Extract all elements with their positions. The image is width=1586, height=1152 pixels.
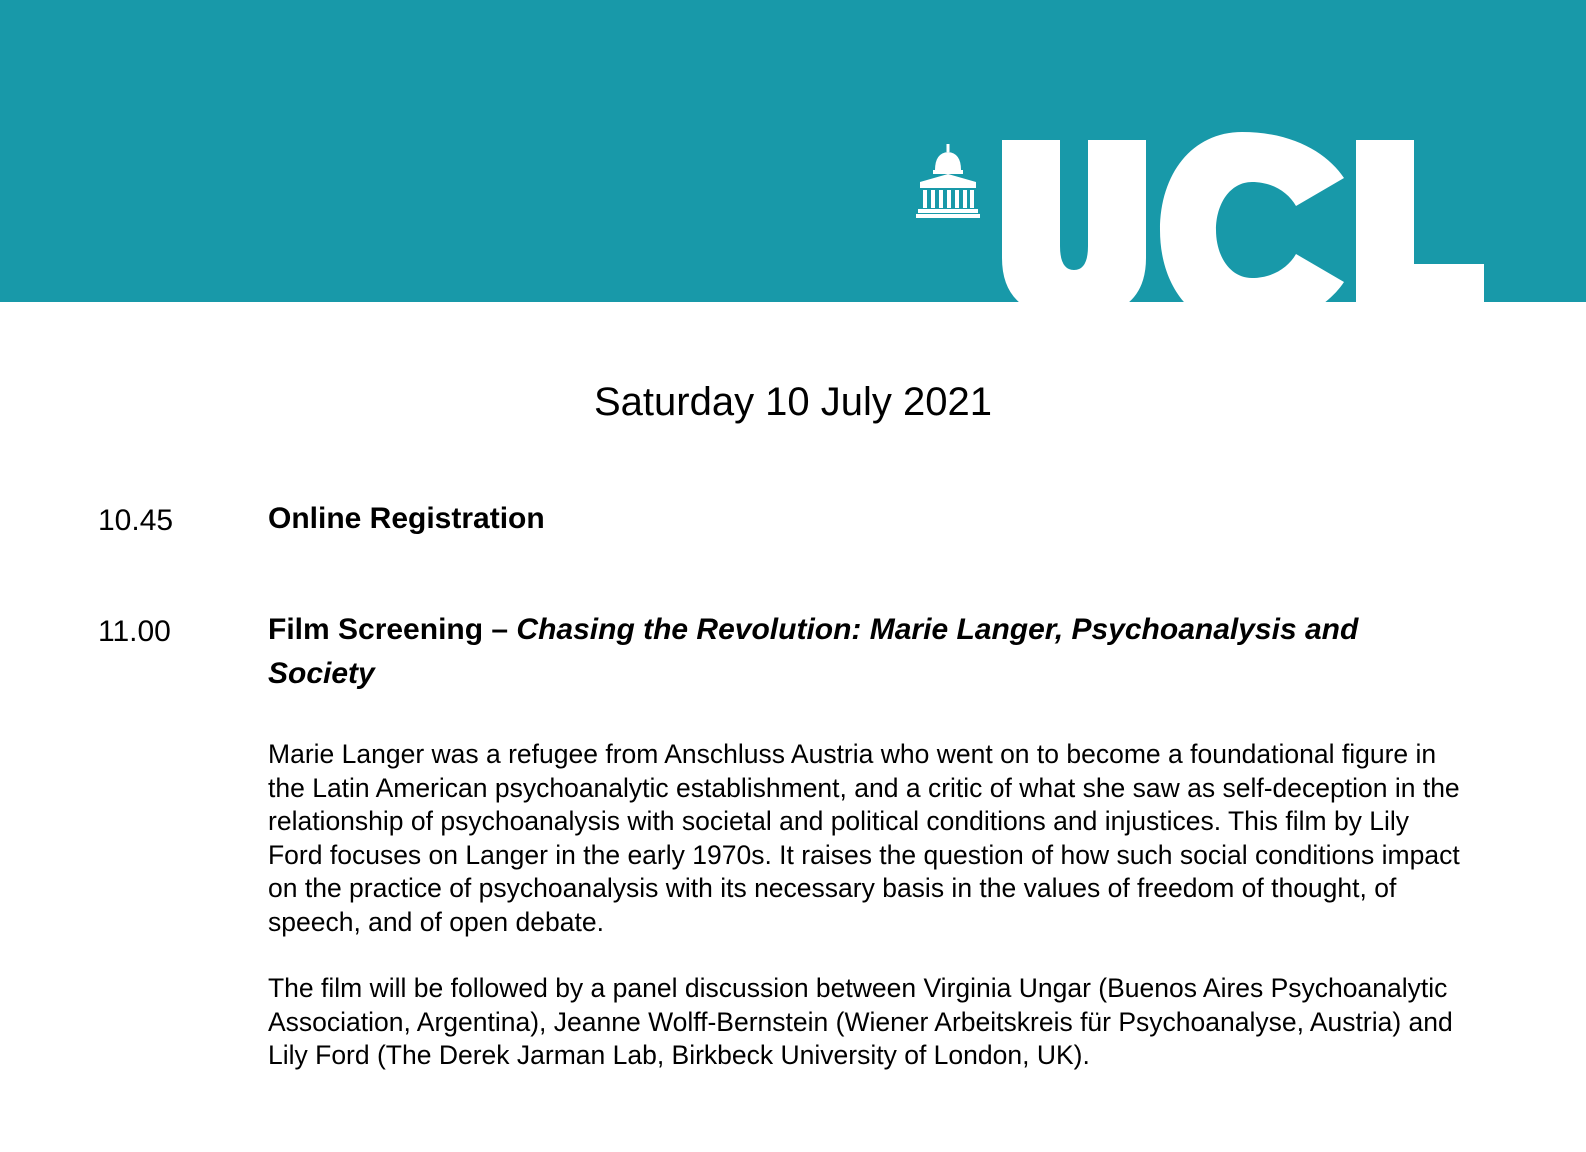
logo-text: [0, 0, 1, 1]
schedule-title: Online Registration: [268, 502, 545, 535]
ucl-logo: [992, 118, 1502, 302]
portico-icon: [916, 144, 980, 218]
film-title: Chasing the Revolution: Marie Langer, Psychoanalysis and Society: [268, 613, 1359, 690]
schedule-title: [268, 608, 1458, 696]
film-description: Marie Langer was a refugee from Anschluss Austria who went on to become a foundational figure in the Latin American psychoanalytic establishment, and a critic of what she saw as self-deception in the relationship of psychoanalysis with societal and political conditions and injustices. This film by Lily Ford focuses on Langer in the early 1970s. It raises the question of how such social conditions impact on the practice of psychoanalysis with its necessary basis in the values of freedom of thought, of speech, and of open debate.: [268, 739, 1460, 937]
schedule-time: 10.45: [98, 504, 174, 537]
schedule-time: 11.00: [98, 615, 171, 648]
header-band: [0, 0, 1586, 302]
panel-description: The film will be followed by a panel discussion between Virginia Ungar (Buenos Aires Psychoanalytic Association, Argentina), Jeanne Wolff-Bernstein (Wiener Arbeitskreis für Psychoanalyse, Austria) and Lily Ford (The Derek Jarman Lab, Birkbeck University of London, UK).: [268, 973, 1453, 1070]
page-title: Saturday 10 July 2021: [593, 380, 993, 424]
schedule-title-prefix: Film Screening –: [268, 613, 517, 646]
